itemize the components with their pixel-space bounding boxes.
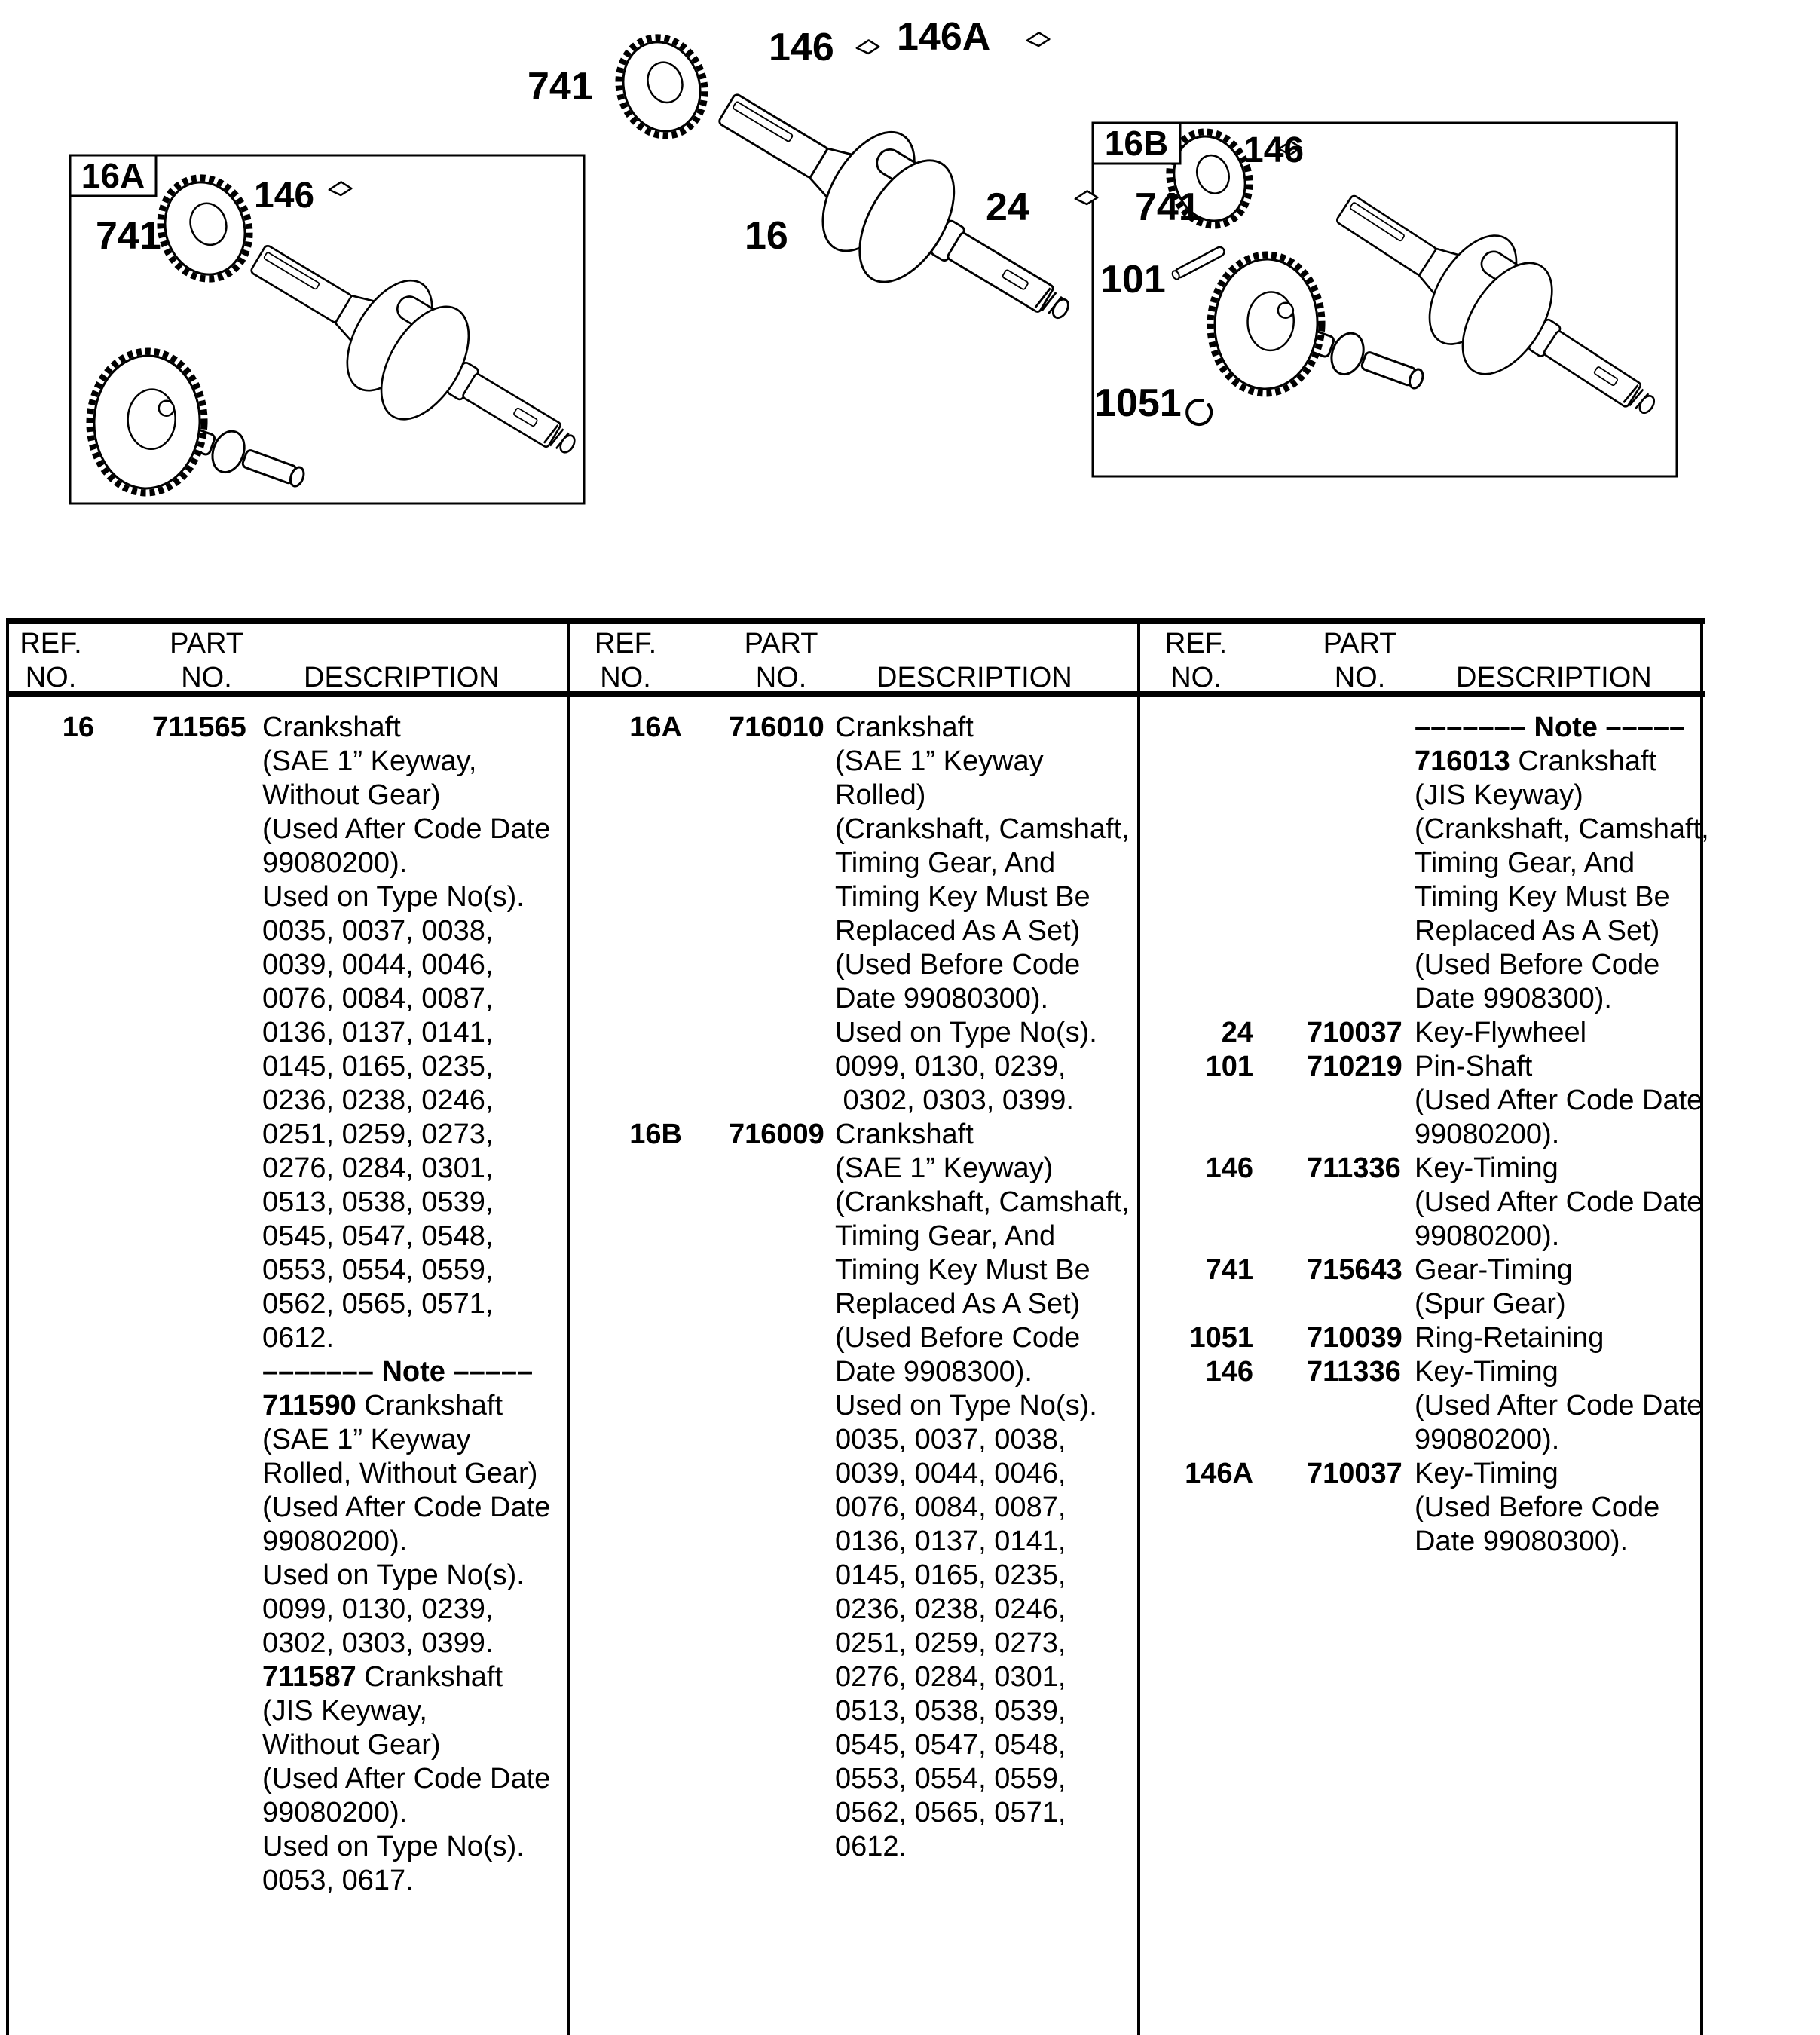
parts-block	[1139, 1355, 1703, 1457]
part-no-header: PART NO.	[170, 628, 243, 693]
ref-no: 146A	[1185, 1458, 1253, 1489]
description: Crankshaft (SAE 1” Keyway Rolled) (Crankshaft, Camshaft, Timing Gear, And Timing Key Must Be Replaced As A Set) (Used Before Code Date 99080300). Used on Type No(s). 0099, 0130, 0239, 0302, 0303, 0399.	[835, 711, 1130, 1116]
callout-146a-mid: 146A	[897, 15, 991, 59]
description: Key-Timing (Used Before Code Date 99080300).	[1415, 1458, 1660, 1557]
ref-no-header: REF. NO.	[1164, 628, 1228, 693]
column-header-2	[569, 627, 1139, 695]
part-no-header: PART NO.	[1323, 628, 1397, 693]
exploded-parts-diagram	[0, 0, 1820, 603]
part-no	[1305, 711, 1415, 1016]
camshaft-16a	[46, 316, 332, 558]
shaft-pin-icon-101	[1171, 246, 1226, 280]
timing-gear-icon-16a	[148, 166, 262, 290]
parts-list-column-1	[8, 711, 569, 1898]
ref-no: 16A	[629, 711, 682, 743]
description: Ring-Retaining	[1415, 1322, 1604, 1354]
callout-101-16b: 101	[1100, 258, 1166, 301]
callout-146-16b: 146	[1243, 130, 1305, 170]
description: Key-Timing (Used After Code Date 99080200).	[1415, 1356, 1703, 1455]
part-no: 711336	[1307, 1152, 1401, 1184]
description: Gear-Timing (Spur Gear)	[1415, 1254, 1573, 1320]
description: ––––––– Note ––––– 716013 Crankshaft (JIS Keyway) (Crankshaft, Camshaft, Timing Gear, And Timing Key Must Be Replaced As A Set) (Used Before Code Date 9908300).	[1415, 711, 1709, 1014]
timing-gear-icon-mid	[606, 26, 717, 147]
group-16b-label: 16B	[1104, 124, 1169, 163]
callout-1051-16b: 1051	[1094, 381, 1182, 425]
description: Crankshaft (SAE 1” Keyway) (Crankshaft, Camshaft, Timing Gear, And Timing Key Must Be Replaced As A Set) (Used Before Code Date 9908300). Used on Type No(s). 0035, 0037, 0038, 0039, 0044, 0046, 0076, 0084, 0087, 0136, 0137, 0141, 0145, 0165, 0235, 0236, 0238, 0246, 0251, 0259, 0273, 0276, 0284, 0301, 0513, 0538, 0539, 0545, 0547, 0548, 0553, 0554, 0559, 0562, 0565, 0571, 0612.	[835, 1118, 1130, 1862]
parts-list-column-3	[1139, 711, 1709, 1559]
callout-146-16a: 146	[254, 176, 315, 216]
description: Key-Flywheel	[1415, 1017, 1587, 1048]
parts-block	[1139, 1152, 1703, 1253]
parts-block	[1139, 1457, 1703, 1559]
column-header-1	[8, 627, 569, 695]
description: Key-Timing (Used After Code Date 99080200).	[1415, 1152, 1703, 1252]
callout-146-mid: 146	[769, 26, 834, 69]
parts-block	[1139, 1016, 1703, 1050]
parts-block	[1139, 1321, 1703, 1355]
part-no: 711336	[1307, 1356, 1401, 1388]
part-no	[151, 1355, 262, 1898]
description: Crankshaft (SAE 1” Keyway, Without Gear) (Used After Code Date 99080200). Used on Type No(s). 0035, 0037, 0038, 0039, 0044, 0046, 0076, 0084, 0087, 0136, 0137, 0141, 0145, 0165, 0235, 0236, 0238, 0246, 0251, 0259, 0273, 0276, 0284, 0301, 0513, 0538, 0539, 0545, 0547, 0548, 0553, 0554, 0559, 0562, 0565, 0571, 0612.	[262, 711, 551, 1354]
parts-block	[1139, 711, 1709, 1016]
description-header: DESCRIPTION	[304, 662, 500, 693]
cam-gear-icon	[1208, 252, 1324, 395]
ref-no: 741	[1205, 1254, 1253, 1286]
ref-no	[8, 1355, 94, 1898]
parts-list-column-2	[569, 711, 1139, 1864]
parts-block	[8, 711, 569, 1355]
cam-gear-icon	[87, 349, 206, 494]
description: Pin-Shaft (Used After Code Date 99080200).	[1415, 1051, 1703, 1150]
parts-block	[569, 1118, 1139, 1864]
ref-no-header: REF. NO.	[20, 628, 82, 693]
timing-key-icon-146a	[1027, 29, 1050, 48]
callout-741-mid: 741	[528, 65, 593, 109]
part-no: 710039	[1307, 1322, 1402, 1354]
retaining-ring-icon-1051	[1187, 399, 1211, 424]
parts-block	[8, 1355, 569, 1898]
description-header: DESCRIPTION	[1456, 662, 1652, 693]
ref-no: 101	[1205, 1051, 1253, 1082]
crankshaft-16b	[1308, 155, 1686, 463]
callout-741-16a: 741	[96, 214, 161, 258]
flywheel-key-icon-24	[1075, 188, 1098, 207]
part-no-header: PART NO.	[744, 628, 818, 693]
ref-no	[1139, 711, 1253, 1016]
callout-16-mid: 16	[745, 214, 788, 258]
timing-key-icon-16a	[329, 179, 352, 197]
part-no: 716010	[729, 711, 824, 743]
callout-741-16b: 741	[1135, 185, 1201, 229]
ref-no: 1051	[1189, 1322, 1253, 1354]
parts-block	[569, 711, 1139, 1118]
description-header: DESCRIPTION	[876, 662, 1072, 693]
parts-block	[1139, 1050, 1703, 1152]
group-16a-label: 16A	[81, 156, 145, 195]
part-no: 715643	[1307, 1254, 1402, 1286]
crankshaft-16	[690, 50, 1100, 374]
callout-24-mid: 24	[986, 185, 1029, 229]
part-no: 710037	[1307, 1017, 1402, 1048]
part-no: 710037	[1307, 1458, 1402, 1489]
ref-no: 24	[1221, 1017, 1253, 1048]
ref-no: 16	[62, 711, 94, 743]
part-no: 710219	[1307, 1051, 1402, 1082]
ref-no: 146	[1205, 1152, 1253, 1184]
column-header-3	[1139, 627, 1703, 695]
diagram-line-art	[46, 26, 1686, 558]
part-no: 716009	[729, 1118, 824, 1150]
crankshaft-16a	[224, 205, 604, 504]
timing-key-icon-146	[857, 37, 879, 56]
ref-no: 146	[1205, 1356, 1253, 1388]
table-top-rule	[6, 618, 1705, 624]
parts-block	[1139, 1253, 1703, 1321]
ref-no-header: REF. NO.	[594, 628, 657, 693]
part-no: 711565	[152, 711, 246, 743]
description: ––––––– Note ––––– 711590 Crankshaft (SAE 1” Keyway Rolled, Without Gear) (Used After Code Date 99080200). Used on Type No(s). 0099, 0130, 0239, 0302, 0303, 0399. 711587 Crankshaft (JIS Keyway, Without Gear) (Used After Code Date 99080200). Used on Type No(s). 0053, 0617.	[262, 1356, 551, 1896]
ref-no: 16B	[629, 1118, 682, 1150]
